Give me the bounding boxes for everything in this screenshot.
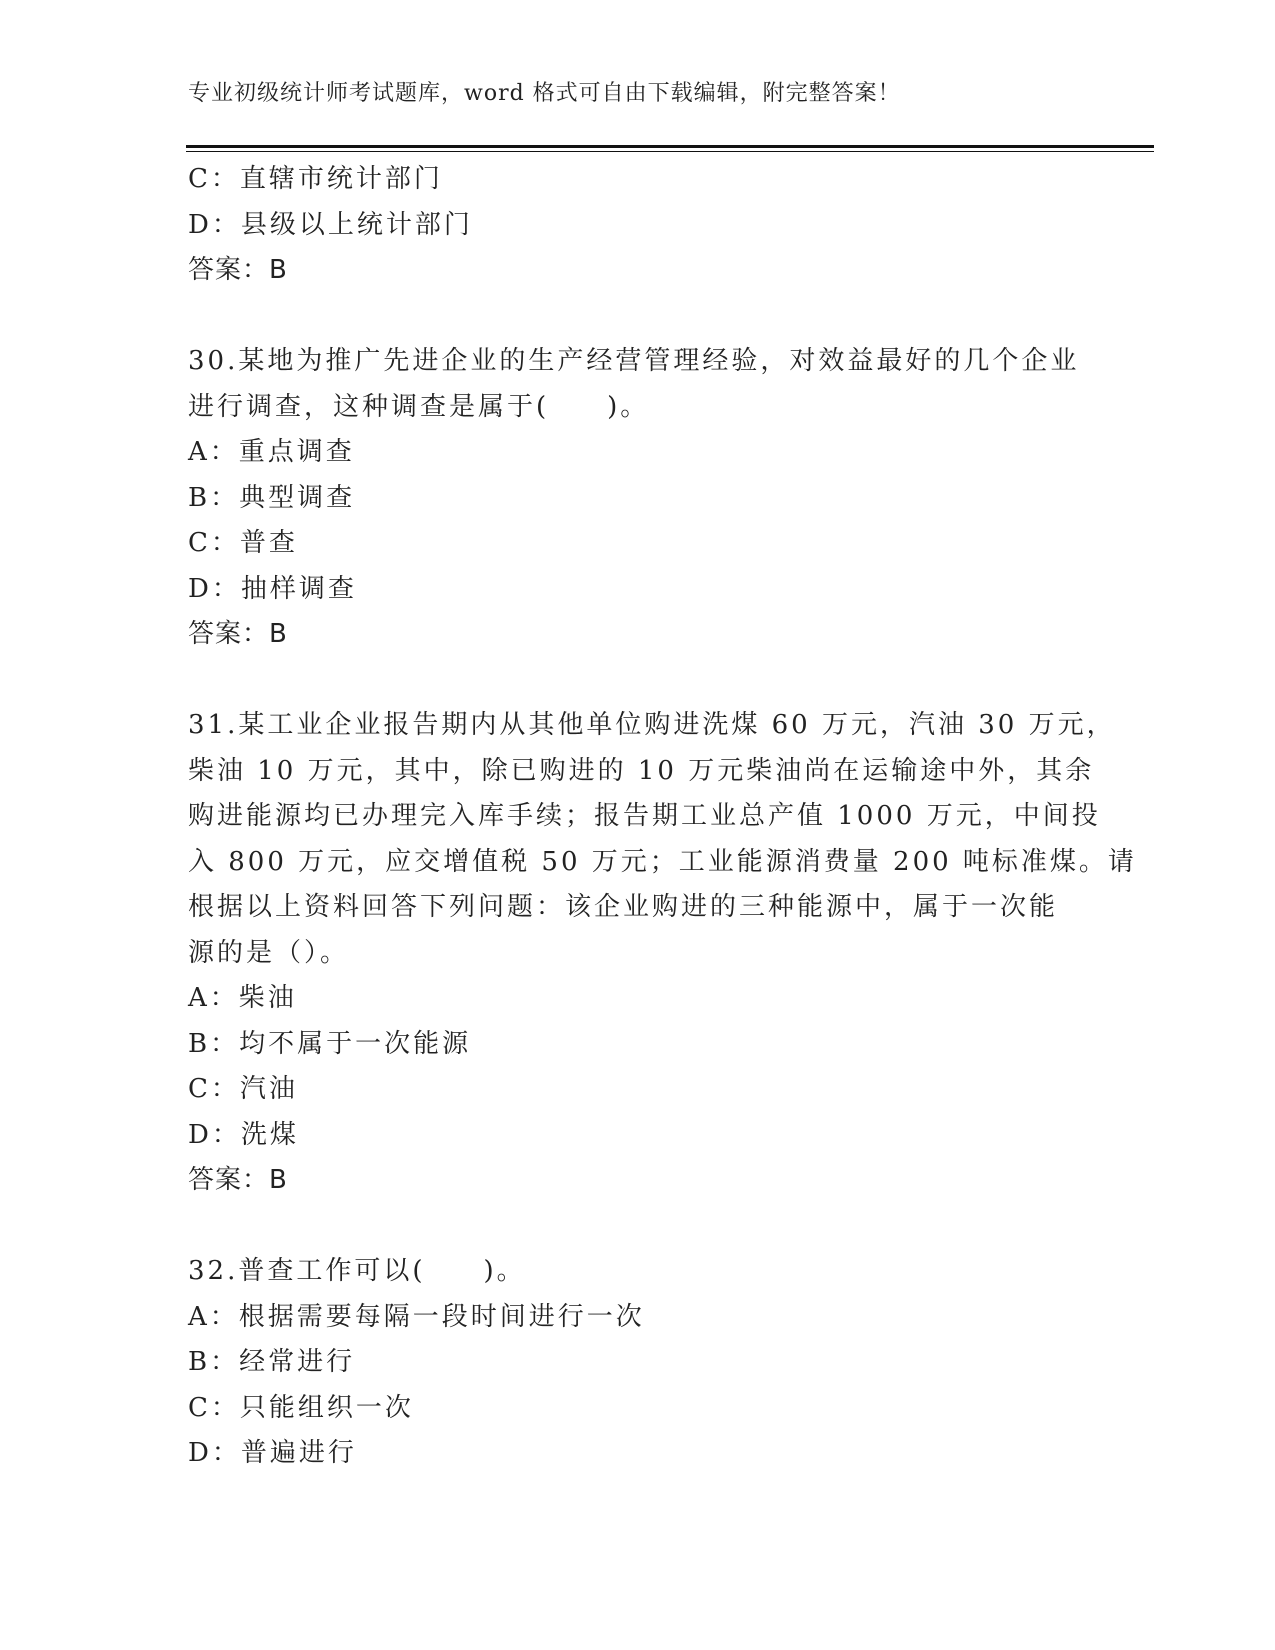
question-text-line: 根据以上资料回答下列问题：该企业购进的三种能源中，属于一次能 — [188, 892, 1059, 922]
option-a: A：柴油 — [188, 983, 297, 1013]
question-text-line: 31.某工业企业报告期内从其他单位购进洗煤 60 万元，汽油 30 万元， — [188, 710, 1116, 740]
spacer — [188, 294, 1088, 340]
answer: 答案：B — [188, 1165, 288, 1195]
option-b: B：均不属于一次能源 — [188, 1028, 472, 1059]
header-rule-thick — [186, 145, 1154, 148]
question-text-line: 购进能源均已办理完入库手续；报告期工业总产值 1000 万元，中间投 — [188, 801, 1101, 831]
question-31 — [188, 703, 1137, 1204]
question-text-line: 进行调查，这种调查是属于( )。 — [188, 391, 650, 422]
option-b: B：经常进行 — [188, 1347, 356, 1377]
option-c: C：汽油 — [188, 1074, 298, 1104]
spacer — [188, 1204, 1088, 1250]
question-text-line: 柴油 10 万元，其中，除已购进的 10 万元柴油尚在运输途中外，其余 — [188, 755, 1095, 786]
option-d: D：普遍进行 — [188, 1438, 357, 1468]
question-text-line: 入 800 万元，应交增值税 50 万元；工业能源消费量 200 吨标准煤。请 — [188, 846, 1137, 877]
option-a: A：根据需要每隔一段时间进行一次 — [188, 1301, 645, 1332]
question-text-line: 源的是（）。 — [188, 937, 350, 968]
option-a: A：重点调查 — [188, 437, 355, 467]
option-d: D：县级以上统计部门 — [188, 209, 473, 240]
option-d: D：洗煤 — [188, 1119, 299, 1150]
header-rule-thin — [186, 151, 1154, 152]
answer: 答案：B — [188, 619, 288, 649]
question-text-line: 32.普查工作可以( )。 — [188, 1256, 526, 1286]
option-c: C：普查 — [188, 528, 298, 558]
spacer — [188, 658, 1088, 704]
option-c: C：直辖市统计部门 — [188, 164, 443, 194]
option-d: D：抽样调查 — [188, 573, 357, 604]
question-text-line: 30.某地为推广先进企业的生产经营管理经验，对效益最好的几个企业 — [188, 346, 1080, 376]
option-c: C：只能组织一次 — [188, 1392, 414, 1423]
question-32 — [188, 1249, 1088, 1477]
option-b: B：典型调查 — [188, 482, 356, 513]
answer: 答案：B — [188, 255, 288, 285]
page-header: 专业初级统计师考试题库，word 格式可自由下载编辑，附完整答案！ — [188, 81, 901, 106]
document-content — [188, 157, 1137, 1477]
question-30 — [188, 339, 1088, 658]
